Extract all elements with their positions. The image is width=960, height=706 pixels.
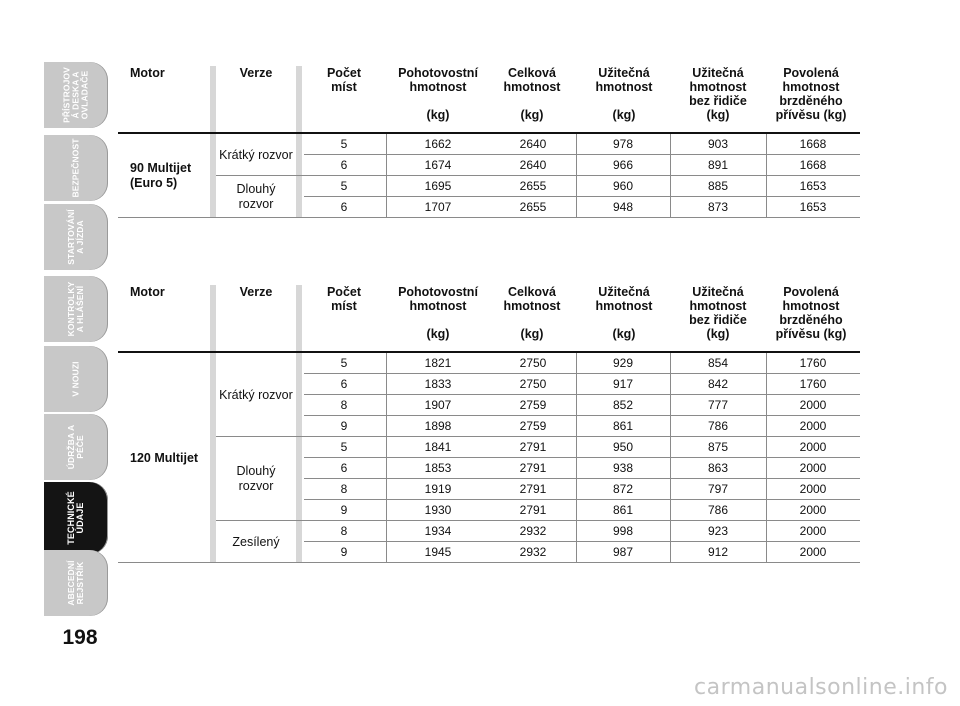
table-cell: 1653 <box>799 179 827 193</box>
table-row <box>118 353 860 374</box>
table-cell: 2640 <box>519 158 547 172</box>
table-row <box>118 416 860 437</box>
table-cell: 2750 <box>519 356 547 370</box>
table-cell: 1760 <box>799 377 827 391</box>
table-cell: 1674 <box>424 158 452 172</box>
table-cell: 1907 <box>424 398 452 412</box>
table-cell: 2791 <box>519 503 547 517</box>
table-cell: 1945 <box>424 545 452 559</box>
table-cell: 861 <box>612 503 634 517</box>
table-cell: 923 <box>707 524 729 538</box>
table-cell: 966 <box>612 158 634 172</box>
tab-label: STARTOVÁNÍ A JÍZDA <box>66 209 85 265</box>
table-cell: 960 <box>612 179 634 193</box>
table-row <box>118 500 860 521</box>
table-cell: 8 <box>340 482 348 496</box>
table-cell: 2655 <box>519 200 547 214</box>
version-label: Dlouhý rozvor <box>236 464 276 493</box>
table-cell: 5 <box>340 137 348 151</box>
header-celkova: Celková hmotnost (kg) <box>503 66 561 122</box>
table-cell: 786 <box>707 419 729 433</box>
table-cell: 2000 <box>799 545 827 559</box>
tab-technicke-udaje[interactable] <box>44 482 108 554</box>
group-line <box>216 436 304 437</box>
table-cell: 1695 <box>424 179 452 193</box>
table-cell: 998 <box>612 524 634 538</box>
tab-label: ABECEDNÍ REJSTŘÍK <box>66 560 85 606</box>
table-cell: 875 <box>707 440 729 454</box>
header-verze: Verze <box>239 66 273 80</box>
table-cell: 978 <box>612 137 634 151</box>
table-cell: 2932 <box>519 524 547 538</box>
header-pohotovostni: Pohotovostní hmotnost (kg) <box>398 285 478 341</box>
table-cell: 1833 <box>424 377 452 391</box>
table-cell: 5 <box>340 440 348 454</box>
table-cell: 8 <box>340 398 348 412</box>
group-line <box>216 520 304 521</box>
table-cell: 2932 <box>519 545 547 559</box>
table-cell: 6 <box>340 200 348 214</box>
table-cell: 872 <box>612 482 634 496</box>
tab-label: ÚDRŽBA A PÉČE <box>66 424 85 470</box>
header-pohotovostni: Pohotovostní hmotnost (kg) <box>398 66 478 122</box>
table-cell: 6 <box>340 158 348 172</box>
table-cell: 6 <box>340 461 348 475</box>
header-uzitecna_bez: Užitečná hmotnost bez řidiče (kg) <box>689 285 747 341</box>
table-cell: 2791 <box>519 461 547 475</box>
motor-label: 120 Multijet <box>130 450 199 465</box>
table-cell: 2791 <box>519 482 547 496</box>
table-cell: 1821 <box>424 356 452 370</box>
header-uzitecna: Užitečná hmotnost (kg) <box>595 285 653 341</box>
header-pocet: Počet míst <box>326 285 362 313</box>
table-cell: 2759 <box>519 398 547 412</box>
tab-kontrolky[interactable] <box>44 276 108 342</box>
table-cell: 917 <box>612 377 634 391</box>
table-cell: 1841 <box>424 440 452 454</box>
motor-label: 90 Multijet (Euro 5) <box>130 161 192 190</box>
table-cell: 2000 <box>799 440 827 454</box>
table-cell: 2791 <box>519 440 547 454</box>
table-cell: 948 <box>612 200 634 214</box>
header-verze: Verze <box>239 285 273 299</box>
column-separator <box>296 285 302 357</box>
tab-pristrojova-deska[interactable] <box>44 62 108 128</box>
tab-label: V NOUZI <box>70 361 81 397</box>
table-cell: 885 <box>707 179 729 193</box>
header-uzitecna: Užitečná hmotnost (kg) <box>595 66 653 122</box>
table-header <box>118 285 860 357</box>
table-cell: 1919 <box>424 482 452 496</box>
table-cell: 891 <box>707 158 729 172</box>
watermark: carmanualsonline.info <box>694 675 948 700</box>
header-uzitecna_bez: Užitečná hmotnost bez řidiče (kg) <box>689 66 747 122</box>
header-pocet: Počet míst <box>326 66 362 94</box>
table-cell: 1760 <box>799 356 827 370</box>
table-cell: 842 <box>707 377 729 391</box>
table-cell: 1653 <box>799 200 827 214</box>
table-bottom-line <box>118 217 860 218</box>
table-cell: 1668 <box>799 158 827 172</box>
table-cell: 9 <box>340 503 348 517</box>
table-cell: 1668 <box>799 137 827 151</box>
table-cell: 1898 <box>424 419 452 433</box>
weights-table-90-multijet <box>118 66 860 214</box>
tab-v-nouzi[interactable] <box>44 346 108 412</box>
tab-udrzba[interactable] <box>44 414 108 480</box>
table-cell: 854 <box>707 356 729 370</box>
version-label: Zesílený <box>232 534 280 549</box>
tab-label: PŘÍSTROJOV Á DESKA A OVLADAČE <box>61 67 90 123</box>
table-cell: 2640 <box>519 137 547 151</box>
table-cell: 2000 <box>799 482 827 496</box>
header-povolena: Povolená hmotnost brzděného přívěsu (kg) <box>775 285 847 341</box>
table-cell: 2655 <box>519 179 547 193</box>
tab-label: TECHNICKÉ ÚDAJE <box>66 491 85 545</box>
table-cell: 786 <box>707 503 729 517</box>
table-cell: 5 <box>340 179 348 193</box>
tab-abecedni-rejstrik[interactable] <box>44 550 108 616</box>
table-header <box>118 66 860 138</box>
table-cell: 912 <box>707 545 729 559</box>
page-number: 198 <box>62 626 98 649</box>
table-cell: 797 <box>707 482 729 496</box>
table-cell: 852 <box>612 398 634 412</box>
table-cell: 938 <box>612 461 634 475</box>
table-row <box>118 437 860 458</box>
table-cell: 2000 <box>799 524 827 538</box>
table-cell: 5 <box>340 356 348 370</box>
table-cell: 2000 <box>799 419 827 433</box>
table-cell: 2000 <box>799 398 827 412</box>
header-povolena: Povolená hmotnost brzděného přívěsu (kg) <box>775 66 847 122</box>
table-cell: 2000 <box>799 503 827 517</box>
table-cell: 1853 <box>424 461 452 475</box>
table-cell: 861 <box>612 419 634 433</box>
tab-startovani[interactable] <box>44 204 108 270</box>
table-cell: 1934 <box>424 524 452 538</box>
version-label: Krátký rozvor <box>219 387 293 402</box>
table-cell: 863 <box>707 461 729 475</box>
table-cell: 1662 <box>424 137 452 151</box>
version-label: Dlouhý rozvor <box>236 182 276 211</box>
table-cell: 1930 <box>424 503 452 517</box>
table-cell: 9 <box>340 419 348 433</box>
table-cell: 929 <box>612 356 634 370</box>
table-cell: 873 <box>707 200 729 214</box>
table-cell: 6 <box>340 377 348 391</box>
tab-label: KONTROLKY A HLÁŠENÍ <box>66 281 85 337</box>
weights-table-120-multijet <box>118 285 860 559</box>
table-cell: 903 <box>707 137 729 151</box>
table-bottom-line <box>118 562 860 563</box>
table-cell: 2759 <box>519 419 547 433</box>
table-body <box>118 134 860 218</box>
table-cell: 987 <box>612 545 634 559</box>
header-motor: Motor <box>130 285 165 299</box>
tab-bezpecnost[interactable] <box>44 135 108 201</box>
table-body <box>118 353 860 563</box>
table-cell: 2750 <box>519 377 547 391</box>
table-cell: 8 <box>340 524 348 538</box>
header-motor: Motor <box>130 66 165 80</box>
header-celkova: Celková hmotnost (kg) <box>503 285 561 341</box>
table-cell: 1707 <box>424 200 452 214</box>
column-separator <box>296 66 302 138</box>
version-label: Krátký rozvor <box>219 147 293 162</box>
table-cell: 2000 <box>799 461 827 475</box>
tab-label: BEZPEČNOST <box>70 138 81 198</box>
table-cell: 9 <box>340 545 348 559</box>
group-line <box>216 175 304 176</box>
table-cell: 950 <box>612 440 634 454</box>
table-cell: 777 <box>707 398 729 412</box>
